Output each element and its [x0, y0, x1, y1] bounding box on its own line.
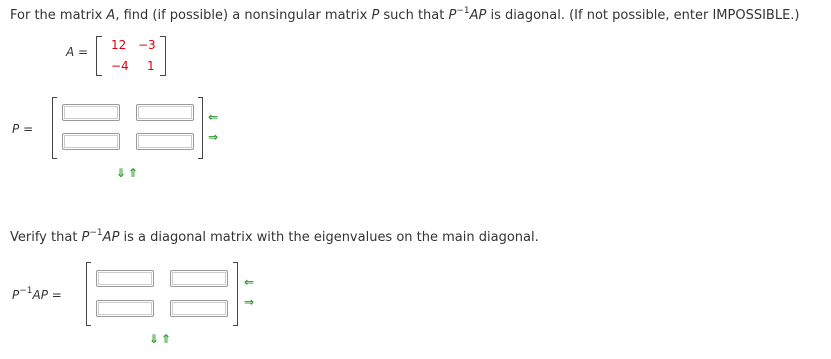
matrix-diagonal-col-remove-arrow-icon[interactable]: ⇑ — [161, 332, 172, 346]
verify-text — [10, 227, 539, 245]
matrix-diagonal-label-ap: AP — [32, 288, 48, 302]
matrix-diagonal-label-sup: −1 — [19, 286, 33, 296]
question-suffix: is diagonal. (If not possible, enter IMPOSSIBLE.) — [486, 8, 800, 23]
matrix-a-label-eq: = — [74, 45, 89, 59]
matrix-p-right-bracket — [198, 97, 203, 159]
question-text — [10, 5, 800, 23]
matrix-a-cell-12: −3 — [138, 38, 156, 52]
matrix-diagonal-right-bracket — [233, 262, 238, 326]
matrix-p-left-bracket — [52, 97, 57, 159]
matrix-diagonal-label-p: P — [12, 288, 20, 302]
matrix-diagonal-input-11[interactable] — [96, 270, 154, 287]
matrix-diagonal-row-add-arrow-icon[interactable]: ⇒ — [244, 295, 255, 309]
matrix-p-input-12[interactable] — [136, 104, 194, 121]
matrix-a-cell-21: −4 — [111, 59, 129, 73]
matrix-p-row-add-arrow-icon[interactable]: ⇒ — [208, 130, 219, 144]
matrix-p-label — [12, 122, 33, 136]
question-expr-ap: AP — [469, 8, 487, 23]
matrix-p-label-var: P — [12, 122, 20, 136]
matrix-diagonal-label-eq: = — [47, 288, 62, 302]
matrix-p-col-add-arrow-icon[interactable]: ⇓ — [116, 166, 127, 180]
verify-suffix: is a diagonal matrix with the eigenvalues on the main diagonal. — [119, 230, 539, 245]
matrix-a-left-bracket — [96, 36, 102, 76]
question-expr-sup: −1 — [456, 5, 470, 16]
verify-prefix: Verify that — [10, 230, 82, 245]
matrix-diagonal-input-21[interactable] — [96, 300, 154, 317]
question-expr-p: P — [448, 8, 457, 23]
matrix-diagonal-row-remove-arrow-icon[interactable]: ⇐ — [244, 275, 255, 289]
matrix-diagonal-label — [12, 288, 62, 302]
matrix-diagonal-input-22[interactable] — [170, 300, 228, 317]
matrix-p-input-21[interactable] — [62, 133, 120, 150]
matrix-a-cell-22: 1 — [147, 59, 155, 73]
question-var-a: A — [106, 8, 116, 23]
matrix-p-input-11[interactable] — [62, 104, 120, 121]
verify-expr-ap: AP — [102, 230, 120, 245]
matrix-p-row-remove-arrow-icon[interactable]: ⇐ — [208, 110, 219, 124]
matrix-p-col-remove-arrow-icon[interactable]: ⇑ — [128, 166, 139, 180]
verify-expr-p: P — [81, 230, 90, 245]
matrix-diagonal-col-add-arrow-icon[interactable]: ⇓ — [149, 332, 160, 346]
verify-expr-sup: −1 — [89, 227, 103, 238]
question-var-p: P — [371, 8, 380, 23]
question-mid2: such that — [379, 8, 449, 23]
question-mid1: , find (if possible) a nonsingular matrix — [115, 8, 372, 23]
matrix-a-label-var: A — [66, 45, 75, 59]
matrix-a-right-bracket — [160, 36, 166, 76]
matrix-p-input-22[interactable] — [136, 133, 194, 150]
matrix-diagonal-left-bracket — [86, 262, 91, 326]
matrix-a-cell-11: 12 — [111, 38, 127, 52]
question-prefix: For the matrix — [10, 8, 107, 23]
matrix-p-label-eq: = — [19, 122, 34, 136]
matrix-a-label — [66, 45, 88, 59]
matrix-diagonal-input-12[interactable] — [170, 270, 228, 287]
